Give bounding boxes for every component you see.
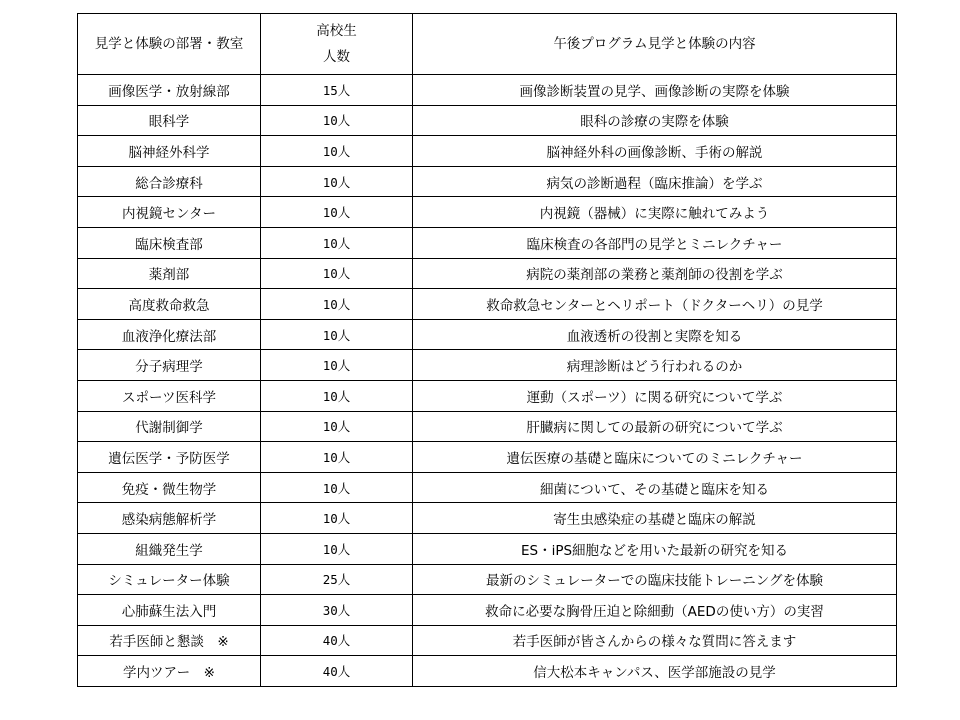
count-cell: 10人 (261, 350, 413, 381)
dept-cell: 遺伝医学・予防医学 (78, 442, 261, 473)
header-content: 午後プログラム見学と体験の内容 (413, 14, 897, 75)
table-row (78, 105, 897, 136)
dept-cell: 高度救命救急 (78, 289, 261, 320)
count-cell: 10人 (261, 105, 413, 136)
table-row (78, 656, 897, 687)
content-cell: 最新のシミュレーターでの臨床技能トレーニングを体験 (413, 564, 897, 595)
count-cell: 10人 (261, 380, 413, 411)
table-row (78, 595, 897, 626)
content-cell: 運動（スポーツ）に関る研究について学ぶ (413, 380, 897, 411)
content-cell: ES・iPS細胞などを用いた最新の研究を知る (413, 533, 897, 564)
count-cell: 10人 (261, 472, 413, 503)
table-row (78, 258, 897, 289)
count-cell: 10人 (261, 227, 413, 258)
dept-cell: 免疫・微生物学 (78, 472, 261, 503)
content-cell: 救命救急センターとヘリポート（ドクターヘリ）の見学 (413, 289, 897, 320)
count-cell: 15人 (261, 75, 413, 106)
table-row (78, 380, 897, 411)
dept-cell: 若手医師と懇談 ※ (78, 625, 261, 656)
program-table (77, 13, 897, 687)
dept-cell: 眼科学 (78, 105, 261, 136)
count-cell: 40人 (261, 625, 413, 656)
content-cell: 病理診断はどう行われるのか (413, 350, 897, 381)
table-row (78, 136, 897, 167)
content-cell: 救命に必要な胸骨圧迫と除細動（AEDの使い方）の実習 (413, 595, 897, 626)
count-cell: 10人 (261, 533, 413, 564)
header-count-line2: 人数 (323, 49, 350, 65)
content-cell: 寄生虫感染症の基礎と臨床の解説 (413, 503, 897, 534)
dept-cell: 臨床検査部 (78, 227, 261, 258)
content-cell: 臨床検査の各部門の見学とミニレクチャー (413, 227, 897, 258)
count-cell: 10人 (261, 166, 413, 197)
content-cell: 信大松本キャンパス、医学部施設の見学 (413, 656, 897, 687)
table-row (78, 166, 897, 197)
dept-cell: 内視鏡センター (78, 197, 261, 228)
table-header-row (78, 14, 897, 75)
header-count-line1: 高校生 (316, 23, 357, 39)
content-cell: 若手医師が皆さんからの様々な質問に答えます (413, 625, 897, 656)
table-row (78, 564, 897, 595)
content-cell: 遺伝医療の基礎と臨床についてのミニレクチャー (413, 442, 897, 473)
content-cell: 脳神経外科の画像診断、手術の解説 (413, 136, 897, 167)
table-row (78, 350, 897, 381)
count-cell: 10人 (261, 197, 413, 228)
table-row (78, 75, 897, 106)
dept-cell: 脳神経外科学 (78, 136, 261, 167)
dept-cell: 心肺蘇生法入門 (78, 595, 261, 626)
dept-cell: 学内ツアー ※ (78, 656, 261, 687)
dept-cell: 画像医学・放射線部 (78, 75, 261, 106)
count-cell: 10人 (261, 136, 413, 167)
table-row (78, 503, 897, 534)
header-count (261, 14, 413, 75)
count-cell: 10人 (261, 258, 413, 289)
table-row (78, 319, 897, 350)
content-cell: 細菌について、その基礎と臨床を知る (413, 472, 897, 503)
content-cell: 眼科の診療の実際を体験 (413, 105, 897, 136)
count-cell: 30人 (261, 595, 413, 626)
content-cell: 病院の薬剤部の業務と薬剤師の役割を学ぶ (413, 258, 897, 289)
table-row (78, 472, 897, 503)
table-row (78, 533, 897, 564)
content-cell: 肝臓病に関しての最新の研究について学ぶ (413, 411, 897, 442)
dept-cell: スポーツ医科学 (78, 380, 261, 411)
dept-cell: 組織発生学 (78, 533, 261, 564)
count-cell: 10人 (261, 503, 413, 534)
count-cell: 40人 (261, 656, 413, 687)
content-cell: 内視鏡（器械）に実際に触れてみよう (413, 197, 897, 228)
dept-cell: 代謝制御学 (78, 411, 261, 442)
dept-cell: 薬剤部 (78, 258, 261, 289)
table-row (78, 227, 897, 258)
count-cell: 10人 (261, 442, 413, 473)
table-row (78, 411, 897, 442)
count-cell: 25人 (261, 564, 413, 595)
table-row (78, 197, 897, 228)
dept-cell: 分子病理学 (78, 350, 261, 381)
table-row (78, 625, 897, 656)
count-cell: 10人 (261, 319, 413, 350)
count-cell: 10人 (261, 411, 413, 442)
count-cell: 10人 (261, 289, 413, 320)
header-dept: 見学と体験の部署・教室 (78, 14, 261, 75)
dept-cell: 感染病態解析学 (78, 503, 261, 534)
content-cell: 血液透析の役割と実際を知る (413, 319, 897, 350)
dept-cell: 総合診療科 (78, 166, 261, 197)
content-cell: 画像診断装置の見学、画像診断の実際を体験 (413, 75, 897, 106)
table-row (78, 289, 897, 320)
dept-cell: シミュレーター体験 (78, 564, 261, 595)
table-row (78, 442, 897, 473)
dept-cell: 血液浄化療法部 (78, 319, 261, 350)
content-cell: 病気の診断過程（臨床推論）を学ぶ (413, 166, 897, 197)
